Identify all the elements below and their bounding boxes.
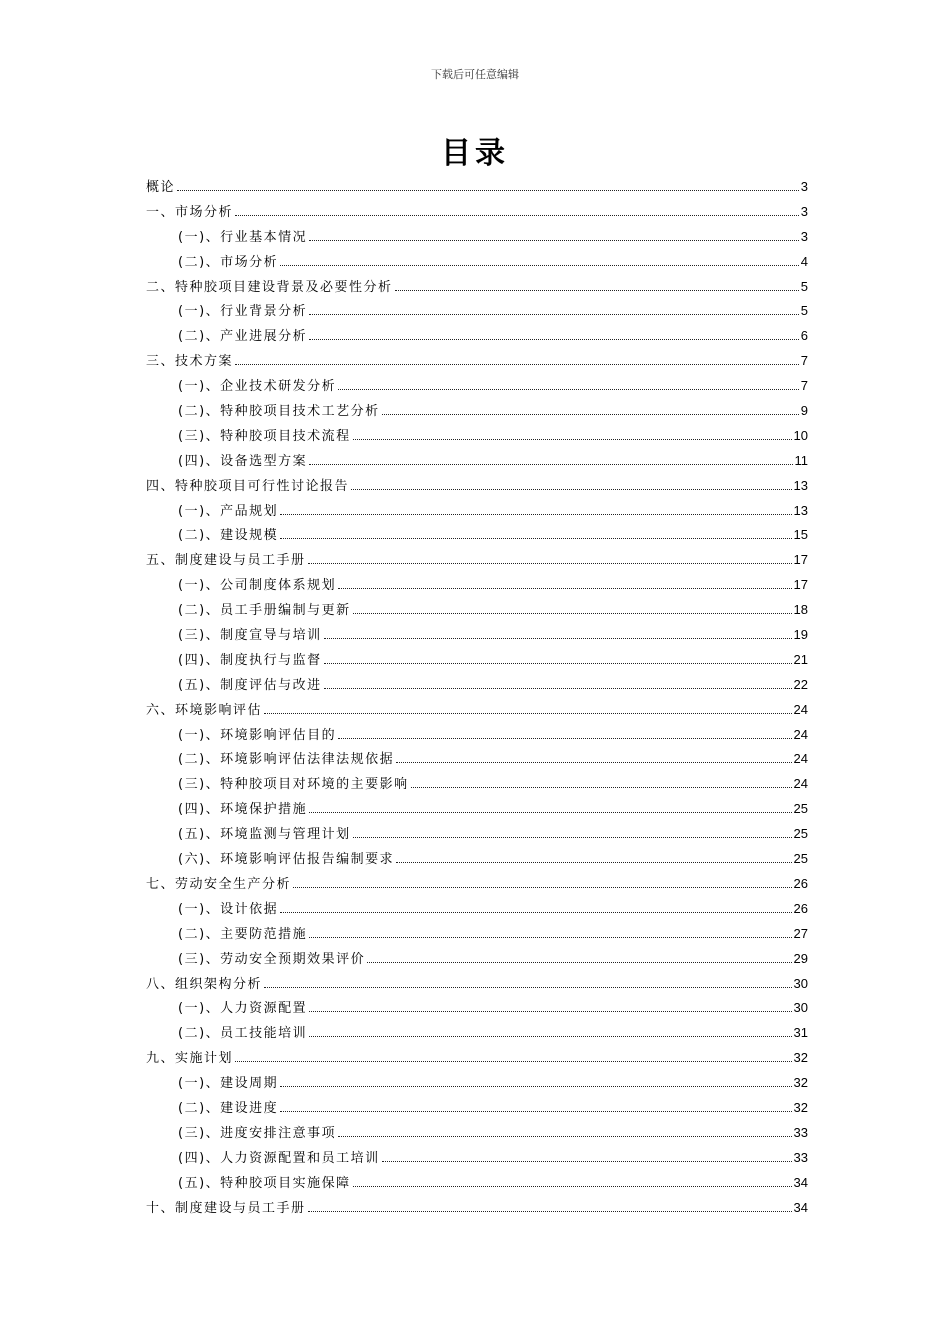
- page-header: 下载后可任意编辑: [431, 68, 519, 81]
- toc-dot-leader: [280, 911, 791, 913]
- toc-page-number: 32: [793, 1050, 808, 1066]
- toc-section-entry[interactable]: [146, 250, 808, 275]
- toc-dot-leader: [382, 413, 799, 415]
- toc-page-number: 17: [793, 577, 808, 593]
- toc-section-entry[interactable]: [146, 225, 808, 250]
- toc-dot-leader: [280, 264, 799, 266]
- toc-page-number: 6: [800, 328, 808, 344]
- toc-section-entry[interactable]: [146, 822, 808, 847]
- toc-dot-leader: [353, 1185, 792, 1187]
- toc-dot-leader: [293, 886, 792, 888]
- toc-section-entry[interactable]: [146, 1146, 808, 1171]
- toc-entry-title: (二)、员工技能培训: [178, 1026, 308, 1042]
- toc-dot-leader: [309, 936, 791, 938]
- toc-page-number: 34: [793, 1199, 808, 1215]
- toc-page-number: 3: [800, 179, 808, 194]
- toc-page-number: 3: [800, 203, 808, 219]
- toc-page-number: 21: [793, 651, 808, 667]
- toc-chapter-entry[interactable]: [146, 872, 808, 897]
- toc-dot-leader: [280, 1085, 791, 1087]
- toc-dot-leader: [396, 761, 791, 763]
- toc-entry-title: (二)、环境影响评估法律法规依据: [178, 752, 395, 768]
- toc-entry-title: (四)、环境保护措施: [178, 802, 308, 818]
- toc-entry-title: (三)、进度安排注意事项: [178, 1125, 337, 1141]
- toc-page-number: 27: [793, 925, 808, 941]
- toc-section-entry[interactable]: [146, 673, 808, 698]
- toc-dot-leader: [264, 986, 792, 988]
- toc-dot-leader: [382, 1160, 792, 1162]
- toc-section-entry[interactable]: [146, 424, 808, 449]
- toc-dot-leader: [280, 537, 791, 539]
- toc-entry-title: (五)、制度评估与改进: [178, 677, 322, 693]
- toc-entry-title: 三、技术方案: [146, 354, 234, 370]
- toc-dot-leader: [353, 836, 792, 838]
- toc-chapter-entry[interactable]: [146, 474, 808, 499]
- toc-entry-title: 九、实施计划: [146, 1051, 234, 1067]
- toc-dot-leader: [280, 513, 791, 515]
- toc-section-entry[interactable]: [146, 723, 808, 748]
- toc-entry-title: 五、制度建设与员工手册: [146, 553, 306, 569]
- toc-section-entry[interactable]: [146, 399, 808, 424]
- toc-section-entry[interactable]: [146, 499, 808, 524]
- toc-dot-leader: [235, 363, 799, 365]
- toc-entry-title: (一)、人力资源配置: [178, 1001, 308, 1017]
- toc-page-number: 32: [793, 1075, 808, 1091]
- toc-page-number: 33: [793, 1149, 808, 1165]
- toc-section-entry[interactable]: [146, 847, 808, 872]
- toc-dot-leader: [338, 1135, 791, 1137]
- toc-section-entry[interactable]: [146, 1121, 808, 1146]
- toc-section-entry[interactable]: [146, 573, 808, 598]
- toc-dot-leader: [367, 961, 791, 963]
- toc-page-number: 25: [793, 801, 808, 817]
- toc-section-entry[interactable]: [146, 324, 808, 349]
- toc-entry-title: (一)、企业技术研发分析: [178, 379, 337, 395]
- toc-section-entry[interactable]: [146, 747, 808, 772]
- toc-entry-title: 一、市场分析: [146, 204, 234, 220]
- toc-dot-leader: [309, 313, 799, 315]
- toc-dot-leader: [264, 712, 792, 714]
- toc-dot-leader: [338, 388, 799, 390]
- toc-entry-title: (一)、行业基本情况: [178, 229, 308, 245]
- toc-page-number: 10: [793, 427, 808, 443]
- toc-page-number: 24: [793, 701, 808, 717]
- toc-section-entry[interactable]: [146, 797, 808, 822]
- toc-dot-leader: [309, 338, 799, 340]
- toc-chapter-entry[interactable]: [146, 200, 808, 225]
- toc-chapter-entry[interactable]: [146, 972, 808, 997]
- toc-chapter-entry[interactable]: [146, 1196, 808, 1221]
- toc-dot-leader: [395, 289, 799, 291]
- toc-entry-title: (二)、主要防范措施: [178, 926, 308, 942]
- toc-dot-leader: [235, 214, 799, 216]
- toc-page-number: 26: [793, 900, 808, 916]
- toc-dot-leader: [351, 488, 792, 490]
- toc-dot-leader: [309, 239, 799, 241]
- toc-chapter-entry[interactable]: [146, 175, 808, 200]
- toc-page-number: 3: [800, 228, 808, 244]
- toc-chapter-entry[interactable]: [146, 1046, 808, 1071]
- toc-page-number: 30: [793, 1000, 808, 1016]
- toc-entry-title: 概论: [146, 180, 176, 195]
- toc-dot-leader: [353, 612, 792, 614]
- toc-dot-leader: [235, 1060, 792, 1062]
- toc-entry-title: 十、制度建设与员工手册: [146, 1200, 306, 1216]
- toc-section-entry[interactable]: [146, 897, 808, 922]
- toc-dot-leader: [309, 1010, 791, 1012]
- toc-entry-title: (一)、设计依据: [178, 901, 279, 917]
- toc-chapter-entry[interactable]: [146, 275, 808, 300]
- toc-dot-leader: [324, 687, 792, 689]
- toc-entry-title: (五)、环境监测与管理计划: [178, 827, 351, 843]
- toc-page-number: 17: [793, 552, 808, 568]
- toc-page-number: 25: [793, 826, 808, 842]
- toc-entry-title: (二)、建设规模: [178, 528, 279, 544]
- toc-page-number: 26: [793, 875, 808, 891]
- toc-entry-title: (四)、人力资源配置和员工培训: [178, 1150, 380, 1166]
- toc-dot-leader: [324, 662, 792, 664]
- toc-entry-title: (二)、员工手册编制与更新: [178, 603, 351, 619]
- toc-entry-title: (四)、设备选型方案: [178, 453, 308, 469]
- toc-entry-title: (一)、公司制度体系规划: [178, 578, 337, 594]
- toc-dot-leader: [338, 587, 791, 589]
- toc-entry-title: (三)、特种胶项目技术流程: [178, 428, 351, 444]
- toc-page-number: 5: [800, 278, 808, 294]
- toc-section-entry[interactable]: [146, 299, 808, 324]
- toc-dot-leader: [411, 786, 792, 788]
- toc-page-number: 13: [793, 477, 808, 493]
- toc-dot-leader: [177, 189, 799, 191]
- toc-dot-leader: [308, 1210, 792, 1212]
- toc-dot-leader: [309, 811, 791, 813]
- toc-dot-leader: [308, 562, 792, 564]
- toc-entry-title: 二、特种胶项目建设背景及必要性分析: [146, 279, 393, 295]
- toc-page-number: 29: [793, 950, 808, 966]
- toc-entry-title: (一)、产品规划: [178, 503, 279, 519]
- toc-section-entry[interactable]: [146, 922, 808, 947]
- toc-page-number: 33: [793, 1124, 808, 1140]
- toc-page-number: 19: [793, 627, 808, 643]
- toc-page-number: 4: [800, 253, 808, 269]
- toc-entry-title: (一)、环境影响评估目的: [178, 727, 337, 743]
- toc-page-number: 24: [793, 726, 808, 742]
- toc-page-number: 31: [793, 1025, 808, 1041]
- toc-page-number: 13: [793, 502, 808, 518]
- toc-entry-title: (二)、建设进度: [178, 1100, 279, 1116]
- toc-dot-leader: [396, 861, 791, 863]
- toc-section-entry[interactable]: [146, 449, 808, 474]
- toc-entry-title: (一)、建设周期: [178, 1076, 279, 1092]
- toc-entry-title: (四)、制度执行与监督: [178, 652, 322, 668]
- toc-chapter-entry[interactable]: [146, 548, 808, 573]
- toc-page-number: 11: [794, 452, 808, 468]
- toc-dot-leader: [309, 463, 792, 465]
- toc-page-number: 15: [793, 527, 808, 543]
- toc-section-entry[interactable]: [146, 374, 808, 399]
- toc-dot-leader: [353, 438, 792, 440]
- toc-section-entry[interactable]: [146, 1021, 808, 1046]
- toc-section-entry[interactable]: [146, 996, 808, 1021]
- toc-page-number: 18: [793, 602, 808, 618]
- toc-section-entry[interactable]: [146, 1071, 808, 1096]
- toc-section-entry[interactable]: [146, 598, 808, 623]
- toc-entry-title: (六)、环境影响评估报告编制要求: [178, 852, 395, 868]
- toc-dot-leader: [309, 1035, 791, 1037]
- toc-dot-leader: [338, 737, 791, 739]
- toc-entry-title: (三)、劳动安全预期效果评价: [178, 951, 366, 967]
- toc-entry-title: (二)、特种胶项目技术工艺分析: [178, 404, 380, 420]
- toc-page-number: 9: [800, 403, 808, 419]
- toc-entry-title: (三)、制度宣导与培训: [178, 628, 322, 644]
- toc-entry-title: 六、环境影响评估: [146, 702, 263, 718]
- toc-entry-title: (一)、行业背景分析: [178, 304, 308, 320]
- toc-page-number: 32: [793, 1099, 808, 1115]
- toc-section-entry[interactable]: [146, 523, 808, 548]
- toc-entry-title: (五)、特种胶项目实施保障: [178, 1175, 351, 1191]
- toc-page-number: 34: [793, 1174, 808, 1190]
- toc-page-number: 22: [793, 676, 808, 692]
- toc-section-entry[interactable]: [146, 772, 808, 797]
- toc-chapter-entry[interactable]: [146, 349, 808, 374]
- toc-page-number: 30: [793, 975, 808, 991]
- toc-section-entry[interactable]: [146, 623, 808, 648]
- toc-page-number: 25: [793, 851, 808, 867]
- toc-page-number: 24: [793, 776, 808, 792]
- page-title: 目录: [441, 136, 509, 171]
- toc-page-number: 7: [800, 353, 808, 369]
- toc-page-number: 7: [800, 378, 808, 394]
- toc-section-entry[interactable]: [146, 947, 808, 972]
- table-of-contents: [146, 175, 808, 1220]
- toc-entry-title: (二)、产业进展分析: [178, 329, 308, 345]
- toc-entry-title: (三)、特种胶项目对环境的主要影响: [178, 777, 409, 793]
- toc-section-entry[interactable]: [146, 1171, 808, 1196]
- toc-entry-title: 四、特种胶项目可行性讨论报告: [146, 478, 350, 494]
- toc-page-number: 24: [793, 751, 808, 767]
- toc-entry-title: 八、组织架构分析: [146, 976, 263, 992]
- toc-entry-title: (二)、市场分析: [178, 254, 279, 270]
- toc-section-entry[interactable]: [146, 1096, 808, 1121]
- toc-dot-leader: [280, 1110, 791, 1112]
- toc-entry-title: 七、劳动安全生产分析: [146, 876, 292, 892]
- toc-page-number: 5: [800, 303, 808, 319]
- toc-dot-leader: [324, 637, 792, 639]
- toc-section-entry[interactable]: [146, 648, 808, 673]
- toc-chapter-entry[interactable]: [146, 698, 808, 723]
